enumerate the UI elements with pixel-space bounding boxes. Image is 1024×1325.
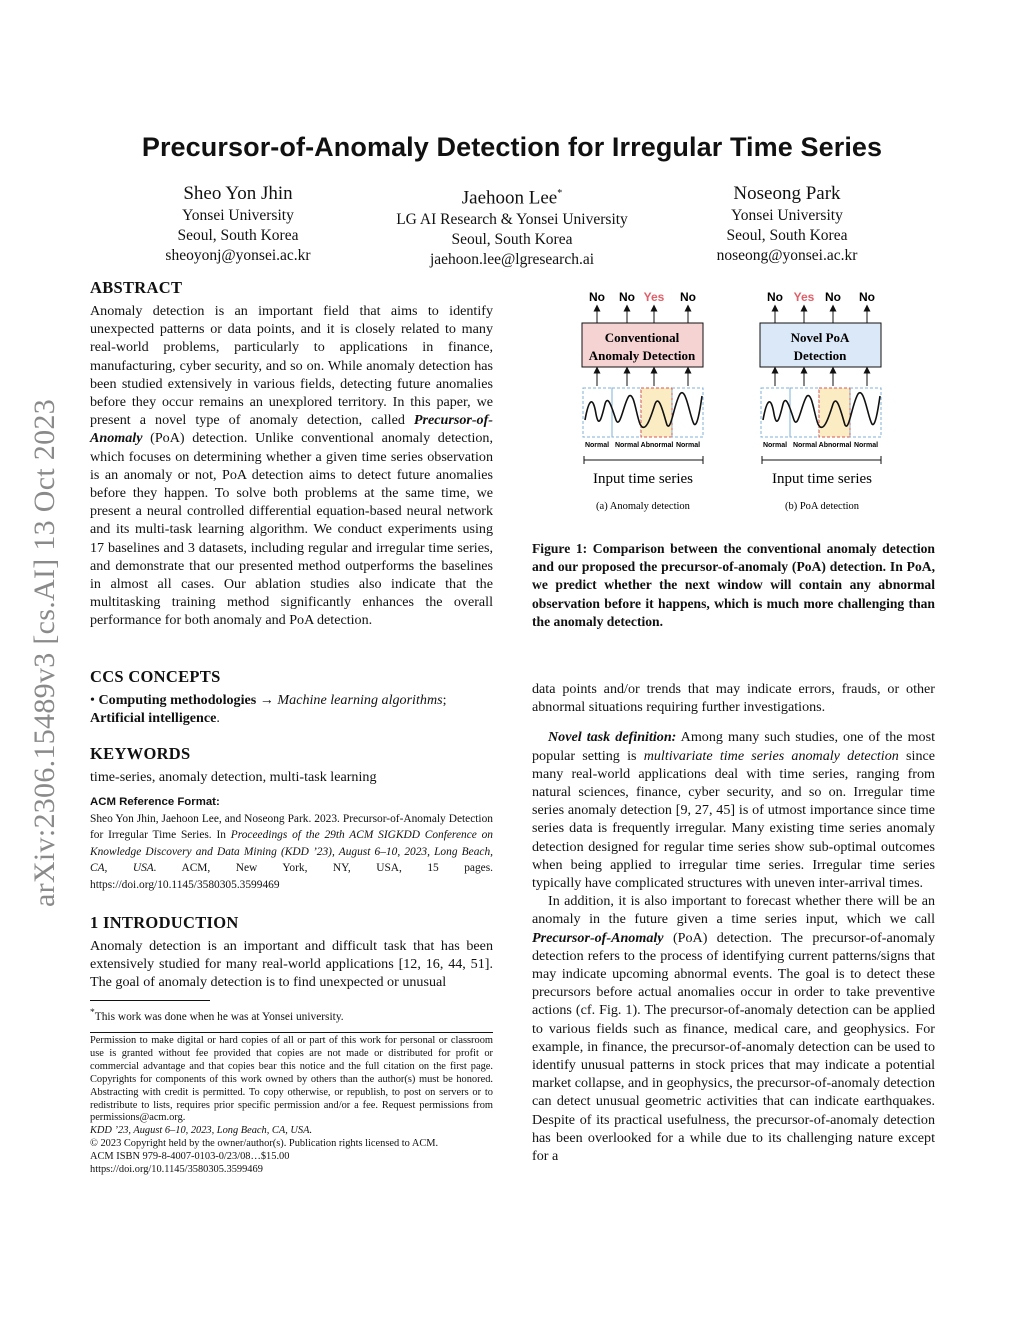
author-1 [138,182,338,266]
author-email: jaehoon.lee@lgresearch.ai [429,251,595,269]
figure-1 [532,280,935,525]
box-label: Conventional [604,330,680,345]
author-name: Jaehoon Lee [461,187,558,209]
permission-rule [90,1032,493,1033]
ccs-section [90,667,493,727]
window-label: Normal [792,442,818,449]
author-location: Seoul, South Korea [726,227,848,244]
figure-caption: Figure 1: Comparison between the conventional anomaly detection and our proposed the precursor-of-anomaly (PoA) detection. In PoA, we predict whether the next window will contain any abnormal observation before it happens, which is much more challenging than the anomaly detection. [532,541,935,629]
box-label: Detection [793,348,847,363]
arxiv-stamp [20,368,70,938]
author-affiliation: Yonsei University [182,207,294,224]
input-label: Input time series [772,471,872,487]
output-label: No [859,290,875,304]
permission-isbn: ACM ISBN 979-8-4007-0103-0/23/08…$15.00 [90,1151,290,1163]
author-2 [372,182,652,270]
permission-conf: KDD ’23, August 6–10, 2023, Long Beach, CA, USA. [90,1125,313,1137]
panel-b-poa-detection [760,290,881,512]
permission-block [90,1035,493,1177]
permission-doi: https://doi.org/10.1145/3580305.3599469 [90,1164,263,1176]
box-label: Novel PoA [790,330,850,345]
poa-term: Precursor-of-Anomaly [90,412,493,447]
acm-ref-text: Sheo Yon Jhin, Jaehoon Lee, and Noseong Park. 2023. Precursor-of-Anomaly Detection for Irregular Time Series. In Proceedings of the 29th ACM SIGKDD Conference on Knowledge Discovery and Data Mining (KDD ’23), August 6–10, 2023, Long Beach, CA, USA. ACM, New York, NY, USA, 15 pages. https://doi.org/10.1145/3580305.3599469 [90,813,493,891]
output-label: No [767,290,783,304]
permission-copyright: © 2023 Copyright held by the owner/author(s). Publication rights licensed to ACM. [90,1138,439,1150]
panel-a-anomaly-detection [582,290,703,512]
author-3 [687,182,887,266]
output-label: No [680,290,696,304]
abstract-section [90,278,493,630]
ccs-text: • Computing methodologies → Machine learning algorithms; Artificial intelligence. [90,692,447,727]
output-label: No [619,290,635,304]
ccs-heading: CCS CONCEPTS [90,667,221,686]
introduction-section [90,913,493,992]
right-column-text [532,680,935,1165]
window-label: Abnormal [640,442,674,449]
acm-reference [90,796,493,893]
arxiv-id: arXiv:2306.15489v3 [cs.AI] 13 Oct 2023 [28,399,61,907]
author-mark: * [557,188,563,199]
footnote: *This work was done when he was at Yonsei university. [90,1008,344,1023]
window-label: Normal [675,442,701,449]
keywords-text: time-series, anomaly detection, multi-task learning [90,769,377,785]
author-email: noseong@yonsei.ac.kr [716,247,858,264]
author-affiliation: LG AI Research & Yonsei University [396,211,628,229]
keywords-heading: KEYWORDS [90,744,191,763]
author-location: Seoul, South Korea [177,227,299,244]
keywords-section [90,744,493,786]
intro-text: Anomaly detection is an important and difficult task that has been extensively studied for many real-world applications [12, 16, 44, 51]. The goal of anomaly detection is to find unexpected or unusual [90,938,493,991]
output-label: No [589,290,605,304]
output-label-yes: Yes [643,290,665,304]
footnote-rule [90,1000,210,1001]
acm-ref-heading: ACM Reference Format: [90,796,220,808]
author-email: sheoyonj@yonsei.ac.kr [165,247,311,264]
intro-heading: 1 INTRODUCTION [90,913,239,932]
output-label-yes: Yes [793,290,815,304]
window-label: Normal [762,442,788,449]
input-label: Input time series [593,471,693,487]
col2-paragraph-1: Novel task definition: Among many such studies, one of the most popular setting is multivariate time series anomaly detection since many real-world applications deal with time series, ranging from natural sciences, finance, cyber security, and so on. Irregular time series anomaly detection [9, 27, 45] is of utmost importance since time series data is frequently irregular. Many existing time series anomaly detection designed for regular time series show sub-optimal outcomes when being applied to irregular time series. Irregular time series typically have complicated structures with uneven inter-arrival times. [532,729,936,892]
output-label: No [825,290,841,304]
window-label: Abnormal [818,442,852,449]
paper-title: Precursor-of-Anomaly Detection for Irregular Time Series [141,132,883,162]
abstract-heading: ABSTRACT [90,278,183,297]
window-label: Normal [584,442,610,449]
author-affiliation: Yonsei University [731,207,843,224]
subcaption-b: (b) PoA detection [784,501,860,512]
col2-paragraph-0: data points and/or trends that may indicate errors, frauds, or other abnormal situations requiring further investigations. [532,681,935,716]
window-label: Normal [853,442,879,449]
author-location: Seoul, South Korea [451,231,573,249]
subcaption-a: (a) Anomaly detection [596,501,690,512]
abstract-text: Anomaly detection is an important field that aims to identify unexpected patterns or data points, and it is closely related to many real-world problems, particularly to applications in finance, manufacturing, cyber security, and so on. While anomaly detection has been studied extensively in various fields, detecting future anomalies before they occur remains an unexplored territory. In this paper, we present a novel type of anomaly detection, called Precursor-of-Anomaly (PoA) detection. Unlike conventional anomaly detection, which focuses on determining whether a given time series observation is an anomaly or not, PoA detection aims to detect future anomalies before they happen. To solve both problems at the same time, we present a neural controlled differential equation-based neural network and its multi-task learning algorithm. We conduct experiments using 17 baselines and 3 datasets, including regular and irregular time series, and demonstrate that our presented method outperforms the baselines in almost all cases. Our ablation studies also indicate that the multitasking training method significantly enhances the overall performance for both anomaly and PoA detection. [90,303,493,629]
author-name: Noseong Park [733,183,841,204]
permission-text: Permission to make digital or hard copies of all or part of this work for personal or classroom use is granted without fee provided that copies are not made or distributed for profit or commercial advantage and that copies bear this notice and the full citation on the first page. Copyrights for components of this work owned by others than the author(s) must be honored. Abstracting with credit is permitted. To copy otherwise, or republish, to post on servers or to redistribute to lists, requires prior specific permission and/or a fee. Request permissions from permissions@acm.org. [90,1035,493,1124]
window-label: Normal [614,442,640,449]
author-name: Sheo Yon Jhin [183,183,293,204]
box-label: Anomaly Detection [588,348,696,363]
col2-paragraph-2: In addition, it is also important to forecast whether there will be an anomaly in the future given a time series input, which we call Precursor-of-Anomaly (PoA) detection. The precursor-of-anomaly detection refers to the process of identifying current patterns/signs that may indicate upcoming abnormal events. The goal is to detect these precursors before actual anomalies occur in order to take preventive actions (cf. Fig. 1). The precursor-of-anomaly detection can be applied to various fields such as finance, medical care, and geophysics. For example, in finance, the precursor-of-anomaly detection can be used to identify unusual patterns in stock prices that may indicate a potential market collapse, and in geophysics, the precursor-of-anomaly detection can detect unusual geometric activities that can indicate earthquakes. Despite of its practical usefulness, the precursor-of-anomaly detection has been overlooked for a while due to its challenging nature except for a [532,893,935,1165]
